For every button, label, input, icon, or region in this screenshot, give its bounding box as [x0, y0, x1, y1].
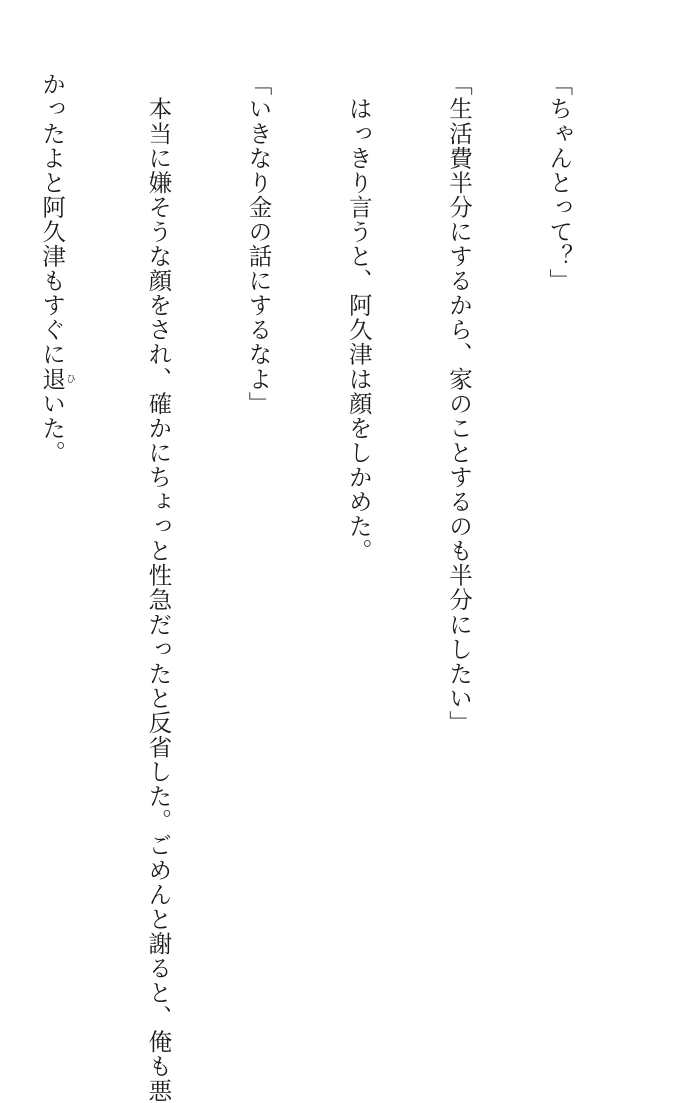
ruby-reading: ひ — [63, 366, 75, 392]
text-column-2: 「生活費半分にするから、家のことするのも半分にしたい」 — [444, 72, 473, 735]
ruby-annotation: 退ひ — [38, 366, 75, 392]
text-column-5: 本当に嫌そうな顔をされ、確かにちょっと性急だったと反省した。ごめんと謝ると、俺も悪 — [144, 72, 173, 1103]
text-column-4: 「いきなり金の話にするなよ」 — [244, 72, 273, 416]
column-6-text: かったよと阿久津もすぐに退ひいた。 — [38, 72, 75, 465]
text-column-3: はっきり言うと、阿久津は顔をしかめた。 — [344, 72, 373, 563]
vertical-text-body — [38, 72, 642, 1103]
text-column-1: 「ちゃんとって？」 — [545, 72, 574, 293]
text-column-6 — [35, 72, 74, 952]
